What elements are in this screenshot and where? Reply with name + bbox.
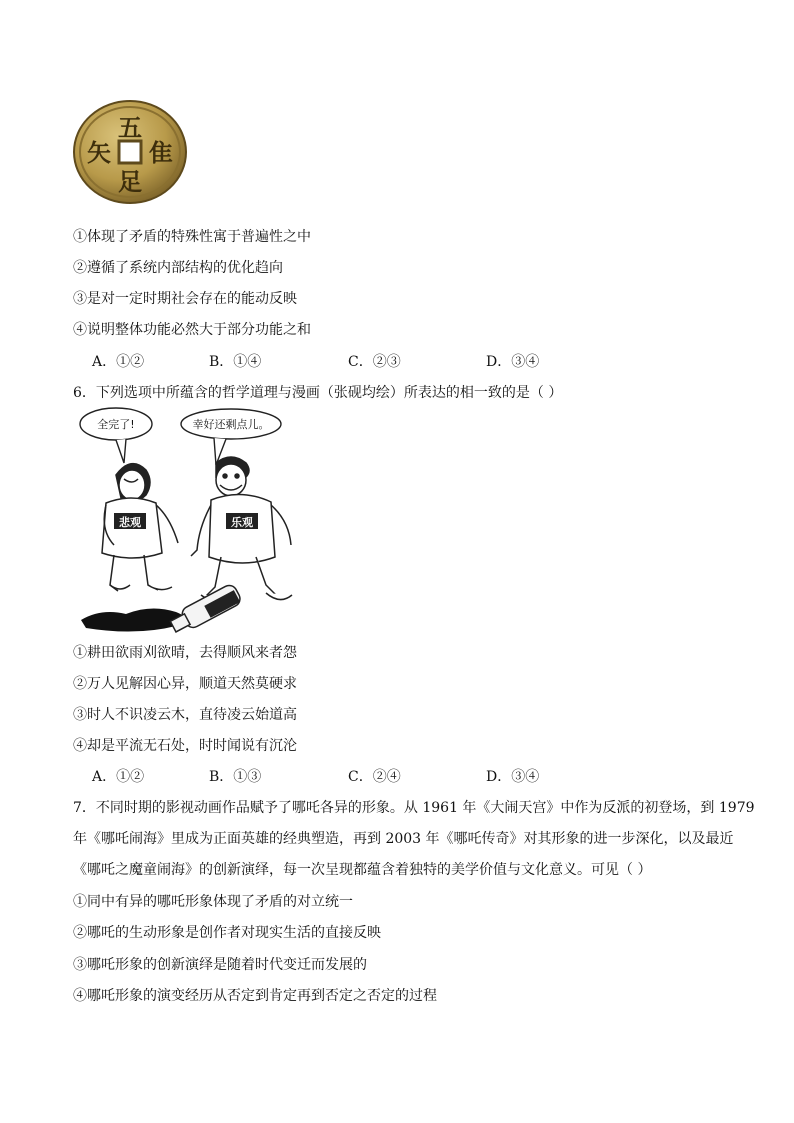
q5-statement-4: ④说明整体功能必然大于部分功能之和 (73, 322, 311, 338)
q6-option-c: C．②④ (348, 769, 401, 785)
q5-statement-3: ③是对一定时期社会存在的能动反映 (73, 291, 297, 307)
q7-stem-line-2: 年《哪吒闹海》里成为正面英雄的经典塑造，再到 2003 年《哪吒传奇》对其形象的进一步深化，以及最近 (73, 831, 734, 847)
coin-char-bottom: 足 (118, 167, 142, 196)
bubble-left-text: 全完了! (97, 418, 135, 431)
label-right-text: 乐观 (231, 516, 253, 529)
q6-option-b: B．①③ (209, 769, 262, 785)
bubble-right-text: 幸好还剩点儿。 (192, 418, 270, 431)
q5-option-d: D．③④ (486, 354, 540, 370)
coin-char-left: 矢 (87, 138, 111, 167)
q6-option-a: A．①② (92, 769, 145, 785)
label-left-text: 悲观 (119, 516, 141, 529)
coin-char-top: 五 (118, 113, 142, 142)
q5-statement-1: ①体现了矛盾的特殊性寓于普遍性之中 (73, 229, 311, 245)
q6-statement-2: ②万人见解因心异，顺道天然莫硬求 (73, 676, 297, 692)
coin-image (72, 100, 190, 204)
coin-char-right: 隹 (149, 138, 173, 167)
q7-statement-4: ④哪吒形象的演变经历从否定到肯定再到否定之否定的过程 (73, 988, 437, 1004)
q6-statement-1: ①耕田欲雨刈欲晴，去得顺风来者怨 (73, 645, 297, 661)
q7-stem-line-3: 《哪吒之魔童闹海》的创新演绎，每一次呈现都蕴含着独特的美学价值与文化意义。可见（ ） (73, 862, 652, 878)
q5-option-c: C．②③ (348, 354, 401, 370)
q6-option-d: D．③④ (486, 769, 540, 785)
q7-stem-line-1: 7．不同时期的影视动画作品赋予了哪吒各异的形象。从 1961 年《大闹天宫》中作为反派的初登场，到 1979 (73, 800, 755, 816)
q6-stem: 6．下列选项中所蕴含的哲学道理与漫画（张砚均绘）所表达的相一致的是（ ） (73, 385, 563, 401)
q5-statement-2: ②遵循了系统内部结构的优化趋向 (73, 260, 283, 276)
q6-statement-3: ③时人不识凌云木，直待凌云始道高 (73, 707, 297, 723)
cartoon-image (76, 405, 311, 633)
q5-option-b: B．①④ (209, 354, 262, 370)
q5-option-a: A．①② (92, 354, 145, 370)
q7-statement-3: ③哪吒形象的创新演绎是随着时代变迁而发展的 (73, 957, 367, 973)
q6-statement-4: ④却是平流无石处，时时闻说有沉沦 (73, 738, 297, 754)
q7-statement-2: ②哪吒的生动形象是创作者对现实生活的直接反映 (73, 925, 381, 941)
q7-statement-1: ①同中有异的哪吒形象体现了矛盾的对立统一 (73, 894, 353, 910)
